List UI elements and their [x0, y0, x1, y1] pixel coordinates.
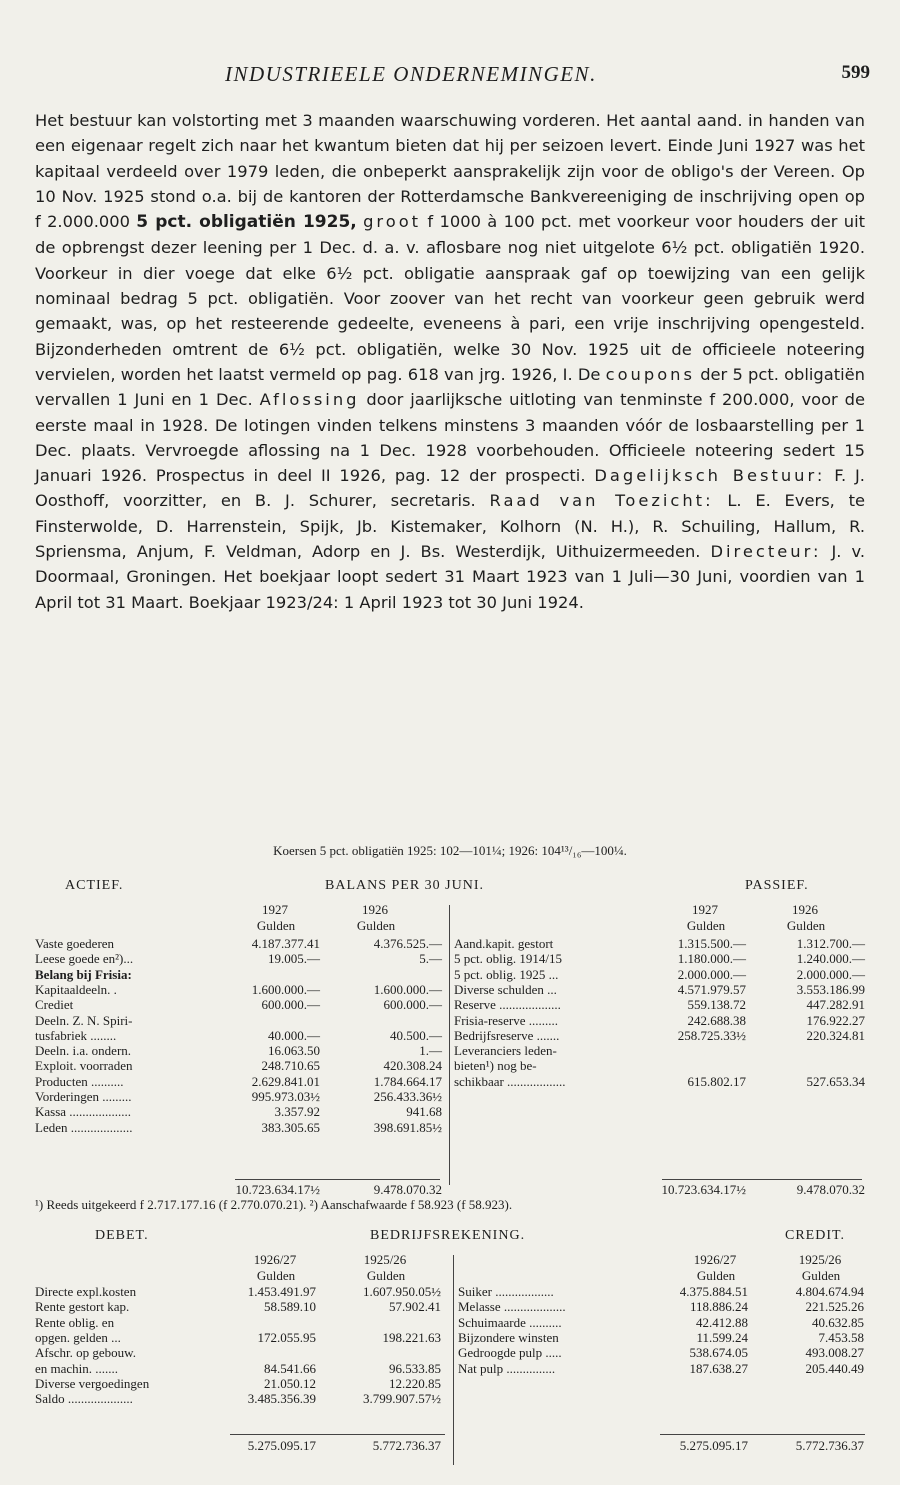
- row-value: 1.453.491.97: [247, 1284, 316, 1299]
- row-value: 3.485.356.39: [247, 1391, 316, 1407]
- row-value: 4.804.674.94: [795, 1284, 864, 1299]
- row-value: 40.632.85: [812, 1314, 864, 1330]
- sum-rule: [660, 1434, 865, 1435]
- row-value: 383.305.65: [261, 1119, 320, 1135]
- row-label: Producten ..........: [35, 1073, 124, 1089]
- row-value: 4.375.884.51: [679, 1284, 748, 1299]
- text-run: door jaarlijksche uitloting van tenminste f 200.000, voor de eerste maal in 1928. De lotingen vinden telkens minstens 3 maanden vóór de losbaarstelling per 1 Dec. plaats. Vervroegde aflossing na 1 Dec. 1928 voorbehouden. Officieele noteering sedert 15 Januari 1926. Prospectus in deel II 1926, pag. 12 der prospecti.: [35, 390, 865, 486]
- total-value: 10.723.634.17½: [661, 1182, 746, 1197]
- row-label: en machin. .......: [35, 1360, 119, 1376]
- row-value: 600.000.—: [261, 997, 320, 1013]
- table-row: [35, 1299, 450, 1314]
- text-run: f 1000 à 100 pct. met voorkeur voor houders der uit de opbrengst dezer leening per 1 Dec. d. a. v. aflosbare nog niet uitgelote 6½ pct. obligatiën 1920. Voorkeur in dier voege dat elke 6½ pct. obligatie aanspraak gaf op toewijzing van een gelijk nominaal bedrag 5 pct. obligatiën. Voor zoover van het recht van voorkeur geen gebruik werd gemaakt, was, op het resteerende gedeelte, eveneens à pari, een vrije inschrijving opengesteld. Bijzonderheden omtrent de 6½ pct. obligatiën, welke 30 Nov. 1925 uit de officieele noteering vervielen, worden het laatst vermeld op pag. 618 van jrg. 1926, I. De: [35, 212, 865, 384]
- sum-rule: [662, 1179, 862, 1180]
- row-value: 242.688.38: [687, 1012, 746, 1028]
- row-label: Aand.kapit. gestort: [454, 936, 554, 951]
- table-row: [454, 1043, 864, 1058]
- row-value: 198.221.63: [382, 1329, 441, 1345]
- table-row: [458, 1361, 868, 1376]
- unit-label: Gulden: [801, 1268, 841, 1283]
- row-label: Rente gestort kap.: [35, 1299, 130, 1315]
- row-value: 187.638.27: [689, 1360, 748, 1376]
- table-row: [35, 1058, 445, 1073]
- row-value: 4.187.377.41: [251, 936, 320, 951]
- row-value: 118.886.24: [689, 1299, 748, 1315]
- row-label: Vorderingen .........: [35, 1089, 132, 1104]
- balance-title: BALANS PER 30 JUNI.: [325, 878, 485, 893]
- table-row: [35, 967, 445, 982]
- row-value: 58.589.10: [264, 1299, 316, 1315]
- page-header: [0, 62, 900, 92]
- table-row: [35, 1104, 445, 1119]
- row-label: Bedrijfsreserve .......: [454, 1027, 560, 1043]
- year-label: 1927: [692, 902, 718, 917]
- table-row: [35, 951, 445, 966]
- row-value: 527.653.34: [806, 1073, 865, 1089]
- row-value: 1.784.664.17: [373, 1073, 442, 1089]
- spaced-term: Dagelijksch Bestuur:: [594, 466, 826, 486]
- table-row: [35, 1013, 445, 1028]
- table-row: [454, 1074, 864, 1089]
- balance-unit-row: [0, 918, 900, 933]
- row-label: Leden ...................: [35, 1119, 133, 1135]
- pl-title: BEDRIJFSREKENING.: [370, 1228, 526, 1243]
- table-row: [454, 1058, 864, 1073]
- row-value: 538.674.05: [689, 1345, 748, 1361]
- row-label: Gedroogde pulp .....: [458, 1345, 562, 1361]
- row-value: 84.541.66: [264, 1360, 316, 1376]
- row-label: schikbaar ..................: [454, 1073, 566, 1089]
- section-title: INDUSTRIEELE ONDERNEMINGEN.: [225, 62, 597, 86]
- row-value: 2.629.841.01: [251, 1073, 320, 1089]
- table-row: [35, 1043, 445, 1058]
- total-value: 5.275.095.17: [679, 1438, 748, 1453]
- row-label: Diverse schulden ...: [454, 981, 557, 997]
- row-label: 5 pct. oblig. 1925 ...: [454, 966, 559, 982]
- row-value: 1.315.500.—: [677, 936, 746, 951]
- row-label: Melasse ...................: [458, 1299, 566, 1315]
- table-row: [35, 1391, 450, 1406]
- row-label: Diverse vergoedingen: [35, 1375, 150, 1391]
- row-value: 176.922.27: [806, 1012, 865, 1028]
- row-value: 172.055.95: [257, 1329, 316, 1345]
- row-label: Frisia-reserve .........: [454, 1012, 558, 1028]
- table-row: [35, 997, 445, 1012]
- unit-label: Gulden: [786, 918, 826, 933]
- year-label: 1926: [362, 902, 388, 917]
- unit-label: Gulden: [256, 1268, 296, 1283]
- row-value: 258.725.33½: [677, 1027, 746, 1043]
- pl-year-row: [0, 1252, 900, 1267]
- row-value: 7.453.58: [818, 1329, 864, 1345]
- row-value: 941.68: [406, 1104, 442, 1120]
- unit-label: Gulden: [696, 1268, 736, 1283]
- text-run: der 5 pct. obligatiën vervallen 1 Juni en 1 Dec.: [35, 364, 865, 410]
- row-value: 96.533.85: [389, 1360, 441, 1376]
- row-value: 1.600.000.—: [251, 981, 320, 997]
- table-row: [458, 1330, 868, 1345]
- row-value: 559.138.72: [687, 997, 746, 1013]
- table-row: [454, 936, 864, 951]
- row-label: Vaste goederen: [35, 936, 115, 951]
- row-value: 2.000.000.—: [796, 966, 865, 982]
- unit-label: Gulden: [256, 918, 296, 933]
- table-row: [454, 997, 864, 1012]
- balance-footnote: ¹) Reeds uitgekeerd f 2.717.177.16 (f 2.770.070.21). ²) Aanschafwaarde f 58.923 (f 58.923).: [35, 1197, 513, 1212]
- row-value: 3.357.92: [274, 1104, 320, 1120]
- year-label: 1925/26: [798, 1252, 842, 1267]
- row-label: Schuimaarde ..........: [458, 1314, 562, 1330]
- row-value: 600.000.—: [383, 997, 442, 1013]
- table-row: [35, 1345, 450, 1360]
- balance-year-row: [0, 902, 900, 917]
- total-value: 9.478.070.32: [373, 1182, 442, 1197]
- row-label: Nat pulp ...............: [458, 1360, 556, 1376]
- table-row: [35, 1376, 450, 1391]
- year-label: 1927: [262, 902, 288, 917]
- table-row: [454, 1028, 864, 1043]
- row-value: 220.324.81: [806, 1027, 865, 1043]
- row-label: Reserve ...................: [454, 997, 561, 1013]
- row-value: 1.600.000.—: [373, 981, 442, 997]
- total-value: 5.275.095.17: [247, 1438, 316, 1453]
- row-value: 3.799.907.57½: [363, 1391, 441, 1407]
- unit-label: Gulden: [366, 1268, 406, 1283]
- row-value: 447.282.91: [806, 997, 865, 1013]
- row-value: 21.050.12: [264, 1375, 316, 1391]
- balance-totals-row: [0, 1182, 900, 1197]
- text-run: J. v. Doormaal, Groningen. Het boekjaar loopt sedert 31 Maart 1923 van 1 Juli—30 Juni, voordien van 1 April tot 31 Maart. Boekjaar 1923/24: 1 April 1923 tot 30 Juni 1924.: [35, 542, 865, 612]
- row-label: Saldo ....................: [35, 1391, 133, 1407]
- row-value: 493.008.27: [805, 1345, 864, 1361]
- row-value: 16.063.50: [268, 1043, 320, 1059]
- row-value: 57.902.41: [389, 1299, 441, 1315]
- table-row: [458, 1284, 868, 1299]
- row-label: Rente oblig. en: [35, 1314, 115, 1330]
- year-label: 1926/27: [253, 1252, 297, 1267]
- table-row: [35, 1361, 450, 1376]
- row-value: 42.412.88: [696, 1314, 748, 1330]
- table-row: [454, 967, 864, 982]
- page-number: 599: [841, 62, 870, 83]
- table-row: [35, 1315, 450, 1330]
- row-label: Exploit. voorraden: [35, 1058, 133, 1074]
- body-paragraph: [35, 108, 865, 615]
- row-label: Directe expl.kosten: [35, 1284, 137, 1299]
- row-value: 205.440.49: [805, 1360, 864, 1376]
- unit-label: Gulden: [356, 918, 396, 933]
- table-row: [454, 1013, 864, 1028]
- pl-unit-row: [0, 1268, 900, 1283]
- balance-right-title: PASSIEF.: [745, 878, 809, 893]
- row-value: 40.500.—: [390, 1027, 442, 1043]
- text-run: L. E. Evers, te Finsterwolde, D. Harrenstein, Spijk, Jb. Kistemaker, Kolhorn (N. H.), R. Schuiling, Hallum, R. Spriensma, Anjum, F. Veldman, Adorp en J. Bs. Westerdijk, Uithuizermeeden.: [35, 491, 866, 562]
- table-row: [458, 1315, 868, 1330]
- spaced-term: Directeur:: [710, 542, 822, 562]
- table-row: [35, 1028, 445, 1043]
- table-row: [35, 982, 445, 997]
- row-label: Kapitaaldeeln. .: [35, 981, 117, 997]
- row-label: Crediet: [35, 997, 74, 1013]
- row-value: 1.312.700.—: [796, 936, 865, 951]
- table-row: [35, 1074, 445, 1089]
- row-label: Suiker ..................: [458, 1284, 554, 1299]
- table-row: [454, 982, 864, 997]
- table-row: [458, 1345, 868, 1360]
- table-row: [454, 951, 864, 966]
- row-value: 1.—: [419, 1043, 442, 1059]
- bond-issue-heading: 5 pct. obligatiën 1925,: [136, 212, 357, 233]
- row-value: 3.553.186.99: [796, 981, 865, 997]
- row-label: Bijzondere winsten: [458, 1329, 559, 1345]
- row-value: 40.000.—: [268, 1027, 320, 1043]
- row-value: 221.525.26: [805, 1299, 864, 1315]
- row-label: Leese goede en²)...: [35, 951, 134, 967]
- unit-label: Gulden: [686, 918, 726, 933]
- row-label: bieten¹) nog be-: [454, 1058, 537, 1074]
- table-row: [35, 1120, 445, 1135]
- table-row: [458, 1299, 868, 1314]
- total-value: 5.772.736.37: [372, 1438, 441, 1453]
- row-value: 256.433.36½: [373, 1089, 442, 1104]
- column-divider: [449, 905, 450, 1185]
- total-value: 9.478.070.32: [796, 1182, 865, 1197]
- row-value: 4.571.979.57: [677, 981, 746, 997]
- year-label: 1926/27: [693, 1252, 737, 1267]
- spaced-term: Aflossing: [259, 390, 360, 410]
- pl-left-title: DEBET.: [95, 1228, 149, 1243]
- row-label: Kassa ...................: [35, 1104, 132, 1120]
- row-value: 1.180.000.—: [677, 951, 746, 967]
- sum-rule: [230, 1434, 445, 1435]
- year-label: 1926: [792, 902, 818, 917]
- spaced-term: groot: [363, 212, 422, 232]
- row-value: 2.000.000.—: [677, 966, 746, 982]
- text-run: F. J. Oosthoff, voorzitter, en B. J. Schurer, secretaris.: [35, 466, 865, 511]
- row-label: opgen. gelden ...: [35, 1329, 121, 1345]
- total-value: 10.723.634.17½: [235, 1182, 320, 1197]
- table-row: [35, 1284, 450, 1299]
- row-value: 248.710.65: [261, 1058, 320, 1074]
- row-value: 615.802.17: [687, 1073, 746, 1089]
- column-divider: [453, 1255, 454, 1465]
- spaced-term: Raad van Toezicht:: [489, 491, 714, 511]
- balance-left-title: ACTIEF.: [65, 878, 124, 893]
- price-quotes: Koersen 5 pct. obligatiën 1925: 102—101¼; 1926: 104¹³/₁₆—100¼.: [273, 843, 627, 858]
- row-value: 4.376.525.—: [373, 936, 442, 951]
- row-label: Deeln. Z. N. Spiri-: [35, 1012, 133, 1028]
- year-label: 1925/26: [363, 1252, 407, 1267]
- row-label: Leveranciers leden-: [454, 1043, 557, 1059]
- row-value: 19.005.—: [268, 951, 320, 967]
- row-value: 420.308.24: [383, 1058, 442, 1074]
- row-value: 1.607.950.05½: [363, 1284, 441, 1299]
- row-label: 5 pct. oblig. 1914/15: [454, 951, 562, 967]
- table-row: [35, 936, 445, 951]
- row-label: tusfabriek ........: [35, 1027, 117, 1043]
- company-description: [35, 108, 865, 615]
- total-value: 5.772.736.37: [795, 1438, 864, 1453]
- table-row: [35, 1089, 445, 1104]
- text-run: Het bestuur kan volstorting met 3 maanden waarschuwing vorderen. Het aantal aand. in handen van een eigenaar regelt zich naar het kwantum bieten dat hij per seizoen levert. Einde Juni 1927 was het kapitaal verdeeld over 1979 leden, die onbeperkt aansprakelijk zijn voor de obligo's der Vereen. Op 10 Nov. 1925 stond o.a. bij de kantoren der Rotterdamsche Bankvereeniging de inschrijving open op f 2.000.000: [35, 111, 865, 232]
- table-row: [35, 1330, 450, 1345]
- row-label: Deeln. i.a. ondern.: [35, 1043, 132, 1059]
- row-value: 1.240.000.—: [796, 951, 865, 967]
- spaced-term: coupons: [605, 364, 695, 384]
- pl-right-title: CREDIT.: [785, 1228, 846, 1243]
- sum-rule: [235, 1179, 440, 1180]
- pl-totals-row: [0, 1438, 900, 1453]
- row-value: 995.973.03½: [251, 1089, 320, 1104]
- row-value: 11.599.24: [696, 1329, 748, 1345]
- row-label: Afschr. op gebouw.: [35, 1345, 136, 1361]
- row-value: 5.—: [419, 951, 442, 967]
- row-value: 12.220.85: [389, 1375, 441, 1391]
- row-label: Belang bij Frisia:: [35, 966, 132, 982]
- row-value: 398.691.85½: [373, 1119, 442, 1135]
